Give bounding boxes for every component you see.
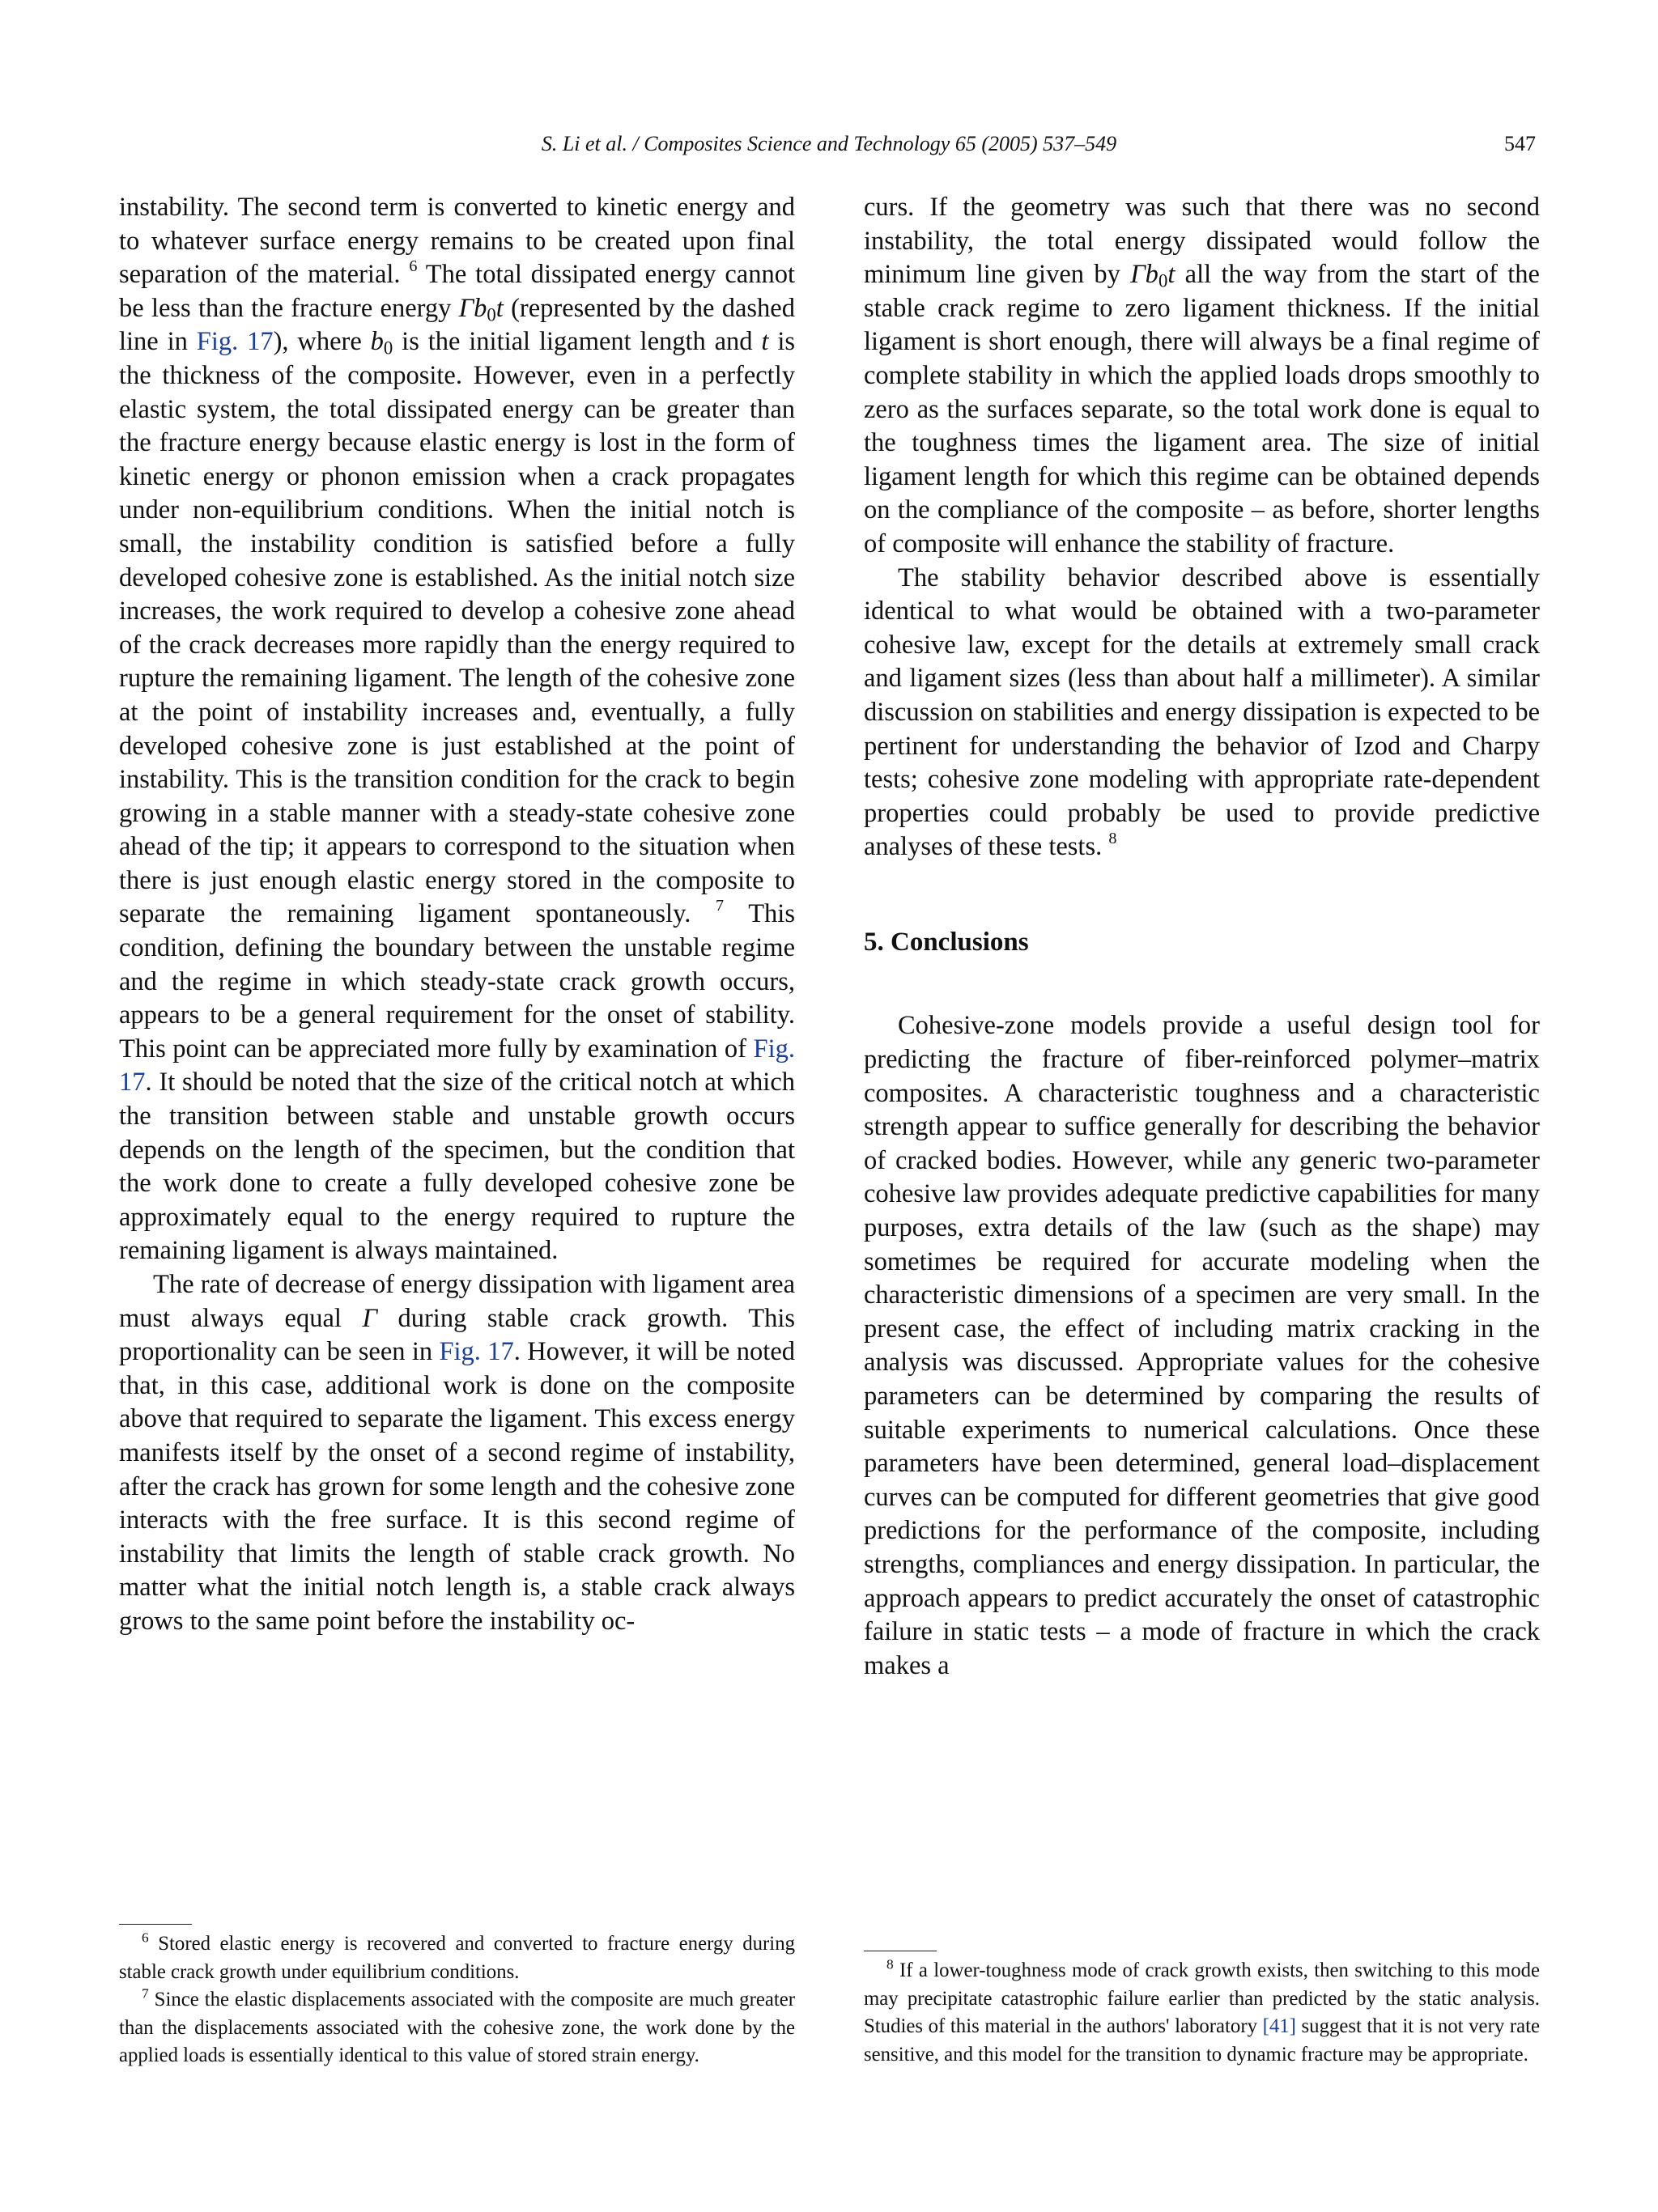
reference-41-link[interactable]: [41] — [1262, 2015, 1296, 2038]
running-head-text: S. Li et al. / Composites Science and Technology 65 (2005) 537–549 — [541, 132, 1117, 155]
fig-17-link[interactable]: Fig. 17 — [119, 1034, 795, 1098]
footnote-ref-6[interactable]: 6 — [409, 257, 418, 276]
page-number: 547 — [1504, 132, 1536, 155]
paragraph-conclusions: Cohesive-zone models provide a useful design tool for predicting the fracture of fiber-reinforced polymer–matrix composites. A characteristic toughness and a characteristic strength appear to suffice generally for describing the behavior of cracked bodies. However, while any generic two-parameter cohesive law provides adequate predictive capabilities for many purposes, extra details of the law (such as the shape) may sometimes be required for accurate modeling when the characteristic dimensions of a specimen are very small. In the present case, the effect of including matrix cracking in the analysis was discussed. Appropriate values for the cohesive parameters can be determined by comparing the results of suitable experiments to numerical calculations. Once these parameters have been determined, general load–displacement curves can be computed for different geometries that give good predictions for the performance of the composite, including strengths, compliances and energy dissipation. In particular, the approach appears to predict accurately the onset of catastrophic failure in static tests – a mode of fracture in which the crack makes a — [864, 1011, 1540, 1680]
footnote-ref-8[interactable]: 8 — [1108, 830, 1117, 848]
paragraph-left-2: The rate of decrease of energy dissipation with ligament area must always equal Γ during stable crack growth. This proportionality can be seen in Fig. 17. However, it will be noted that, in this case, additional work is done on the composite above that required to separate the ligament. This excess energy manifests itself by the onset of a second regime of instability, after the crack has grown for some length and the cohesive zone interacts with the free surface. It is this second regime of instability that limits the length of stable crack growth. No matter what the initial notch length is, a stable crack always grows to the same point before the instability oc- — [119, 1270, 796, 1636]
fig-17-link[interactable]: Fig. 17 — [439, 1337, 514, 1367]
paragraph-right-2: The stability behavior described above is essentially identical to what would be obtained with a two-parameter cohesive law, except for the details at extremely small crack and ligament sizes (less than about half a millimeter). A similar discussion on stabilities and energy dissipation is expected to be pertinent for understanding the behavior of Izod and Charpy tests; cohesive zone modeling with appropriate rate-dependent properties could probably be used to provide predictive analyses of these tests. $^8$ — [864, 563, 1540, 862]
footnote-8: $^8$ If a lower-toughness mode of crack growth exists, then switching to this mode may precipitate catastrophic failure earlier than predicted by the static analysis. Studies of this material in the authors' laboratory [41] suggest that it is not very rate sensitive, and this model for the transition to dynamic fracture may be appropriate. — [864, 1956, 1540, 2066]
footnotes-right — [864, 1957, 1540, 2069]
paragraph-right-1: curs. If the geometry was such that there was no second instability, the total energy dissipated would follow the minimum line given by $\Gamma b_0t$ all the way from the start of the stable crack regime to zero ligament thickness. If the initial ligament is short enough, there will always be a final regime of complete stability in which the applied loads drops smoothly to zero as the surfaces separate, so the total work done is equal to the toughness times the ligament area. The size of initial ligament length for which this regime can be obtained depends on the compliance of the composite – as before, shorter lengths of composite will enhance the stability of fracture. — [864, 193, 1540, 558]
footnotes-left — [119, 1930, 795, 2070]
math-gamma-b: Γb — [1130, 260, 1158, 290]
footnote-6: $^6$ Stored elastic energy is recovered and converted to fracture energy during stable crack growth under equilibrium conditions. — [119, 1930, 795, 1983]
fig-17-link[interactable]: Fig. 17 — [196, 327, 274, 357]
section-heading-conclusions: 5. Conclusions — [864, 927, 1029, 957]
right-column — [864, 191, 1540, 1683]
footnote-ref-7[interactable]: 7 — [716, 897, 725, 915]
paragraph-left-1: instability. The second term is converted to kinetic energy and to whatever surface energy remains to be created upon final separation of the material. $^6$ The total dissipated energy cannot be less than the fracture energy $\Gamma b_0t$ (represented by the dashed line in Fig. 17), where $b_0$ is the initial ligament length and t is the thickness of the composite. However, even in a perfectly elastic system, the total dissipated energy can be greater than the fracture energy because elastic energy is lost in the form of kinetic energy or phonon emission when a crack propagates under non-equilibrium conditions. When the initial notch is small, the instability condition is satisfied before a fully developed cohesive zone is established. As the initial notch size increases, the work required to develop a cohesive zone ahead of the crack decreases more rapidly than the energy required to rupture the remaining ligament. The length of the cohesive zone at the point of instability increases and, eventually, a fully developed cohesive zone is just established at the point of instability. This is the transition condition for the crack to begin growing in a stable manner with a steady-state cohesive zone ahead of the tip; it appears to correspond to the situation when there is just enough elastic energy stored in the composite to separate the remaining ligament spontaneously. $^7$ This condition, defining the boundary between the unstable regime and the regime in which steady-state crack growth occurs, appears to be a general requirement for the onset of stability. This point can be appreciated more fully by examination of Fig. 17. It should be noted that the size of the critical notch at which the transition between stable and unstable growth occurs depends on the length of the specimen, but the condition that the work done to create a fully developed cohesive zone be approximately equal to the energy required to rupture the remaining ligament is always maintained. — [119, 193, 795, 1266]
left-column — [119, 191, 795, 1639]
running-head — [0, 128, 1658, 160]
footnote-rule-left — [119, 1924, 192, 1925]
math-gamma: Γ — [362, 1303, 377, 1333]
footnote-7: $^7$ Since the elastic displacements associated with the composite are much greater than the displacements associated with the cohesive zone, the work done by the applied loads is essentially identical to this value of stored strain energy. — [119, 1985, 795, 2067]
math-gamma-b: Γb — [458, 293, 487, 323]
